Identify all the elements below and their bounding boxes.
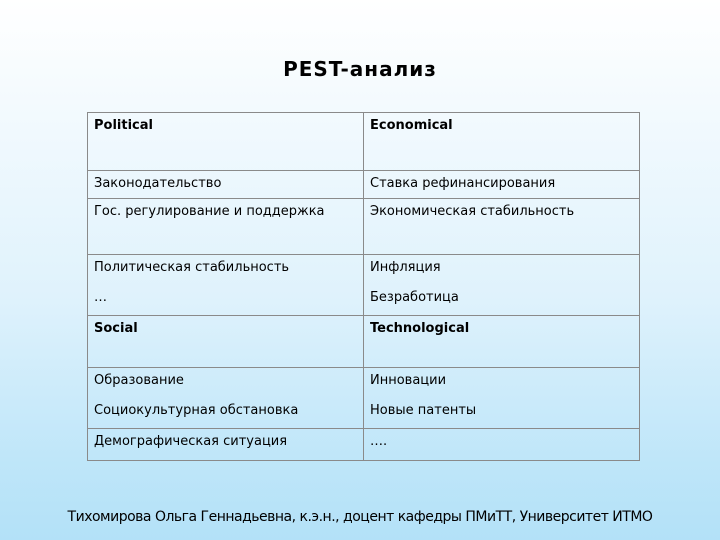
cell-text: Новые патенты (370, 403, 477, 418)
cell-text: Безработица (370, 290, 459, 305)
pest-table (87, 112, 640, 461)
table-cell (364, 199, 640, 255)
cell-text: Законодательство (94, 176, 222, 191)
table-row (88, 255, 640, 316)
cell-text: Ставка рефинансирования (370, 176, 556, 191)
cell-text: Инфляция (370, 260, 441, 275)
table-cell (88, 113, 364, 171)
author-footer: Тихомирова Ольга Геннадьевна, к.э.н., доцент кафедры ПМиТТ, Университет ИТМО (67, 509, 653, 525)
table-cell (364, 113, 640, 171)
cell-text: Социокультурная обстановка (94, 403, 299, 418)
technological-header: Technological (370, 321, 470, 336)
cell-text: Гос. регулирование и поддержка (94, 204, 325, 219)
table-row (88, 429, 640, 461)
economical-header: Economical (370, 118, 453, 133)
table-cell (364, 368, 640, 429)
cell-text: Инновации (370, 373, 447, 388)
table-cell (88, 255, 364, 316)
table-cell (88, 316, 364, 368)
table-cell (88, 368, 364, 429)
table-cell (88, 171, 364, 199)
table-cell (364, 171, 640, 199)
slide-title: PEST-анализ (283, 57, 437, 81)
table-row (88, 199, 640, 255)
cell-text: Экономическая стабильность (370, 204, 575, 219)
cell-text: Образование (94, 373, 184, 388)
table-row (88, 368, 640, 429)
table-cell (88, 199, 364, 255)
table-cell (364, 429, 640, 461)
cell-text: … (94, 290, 107, 305)
cell-text: Политическая стабильность (94, 260, 290, 275)
table-row (88, 316, 640, 368)
table-row (88, 113, 640, 171)
table-row (88, 171, 640, 199)
table-cell (88, 429, 364, 461)
cell-text: Демографическая ситуация (94, 434, 288, 449)
cell-text: …. (370, 434, 388, 449)
table-cell (364, 255, 640, 316)
social-header: Social (94, 321, 138, 336)
political-header: Political (94, 118, 153, 133)
table-cell (364, 316, 640, 368)
